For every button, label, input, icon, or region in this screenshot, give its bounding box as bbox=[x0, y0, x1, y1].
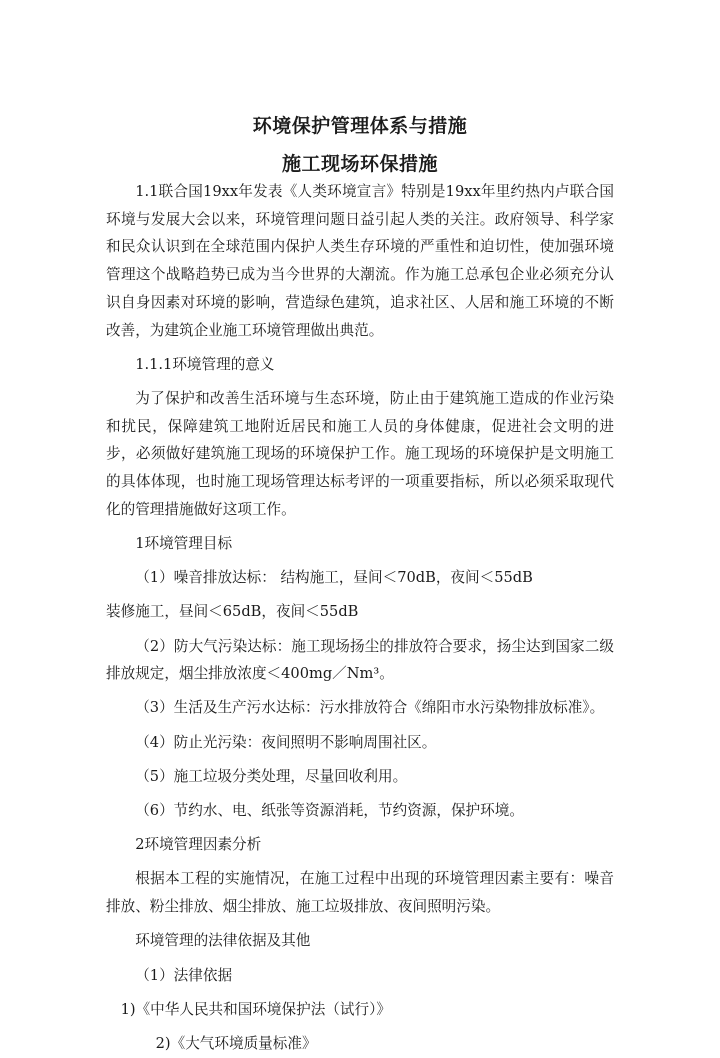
goal-noise: （1）噪音排放达标： 结构施工，昼间＜70dB，夜间＜55dB bbox=[135, 569, 533, 587]
heading-legal-basis: 环境管理的法律依据及其他 bbox=[135, 932, 311, 950]
legal-item-2: 2)《大气环境质量标准》 bbox=[155, 1034, 317, 1052]
document-subtitle: 施工现场环保措施 bbox=[281, 153, 438, 175]
goal-waste: （5）施工垃圾分类处理，尽量回收利用。 bbox=[135, 767, 408, 785]
heading-1-1-1: 1.1.1环境管理的意义 bbox=[135, 355, 275, 373]
document-body bbox=[106, 178, 614, 1058]
heading-management-goals: 1环境管理目标 bbox=[135, 534, 233, 552]
heading-factor-analysis: 2环境管理因素分析 bbox=[135, 836, 262, 854]
goal-water: （3）生活及生产污水达标：污水排放符合《绵阳市水污染物排放标准》。 bbox=[135, 699, 605, 717]
legal-item-1: 1)《中华人民共和国环境保护法（试行）》 bbox=[120, 1000, 391, 1018]
goal-air: （2）防大气污染达标：施工现场扬尘的排放符合要求，扬尘达到国家二级排放规定，烟尘排放浓度＜400mg／Nm³。 bbox=[106, 637, 614, 683]
document-title: 环境保护管理体系与措施 bbox=[252, 115, 468, 137]
paragraph-significance: 为了保护和改善生活环境与生态环境，防止由于建筑施工造成的作业污染和扰民，保障建筑工地附近居民和施工人员的身体健康，促进社会文明的进步，必须做好建筑施工现场的环境保护工作。施工现场的环境保护是文明施工的具体体现，也时施工现场管理达标考评的一项重要指标，所以必须采取现代化的管理措施做好这项工作。 bbox=[106, 389, 614, 518]
legal-basis-label: （1）法律依据 bbox=[135, 966, 233, 984]
goal-resources: （6）节约水、电、纸张等资源消耗，节约资源，保护环境。 bbox=[135, 802, 524, 820]
paragraph-factors: 根据本工程的实施情况，在施工过程中出现的环境管理因素主要有：噪音排放、粉尘排放、烟尘排放、施工垃圾排放、夜间照明污染。 bbox=[106, 870, 614, 916]
goal-noise-decoration: 装修施工，昼间＜65dB，夜间＜55dB bbox=[106, 603, 359, 621]
goal-light: （4）防止光污染：夜间照明不影响周围社区。 bbox=[135, 733, 437, 751]
paragraph-intro: 1.1联合国19xx年发表《人类环境宣言》特别是19xx年里约热内卢联合国环境与发展大会以来，环境管理问题日益引起人类的关注。政府领导、科学家和民众认识到在全球范围内保护人类生存环境的严重性和迫切性，使加强环境管理这个战略趋势已成为当今世界的大潮流。作为施工总承包企业必须充分认识自身因素对环境的影响，营造绿色建筑，追求社区、人居和施工环境的不断改善，为建筑企业施工环境管理做出典范。 bbox=[106, 183, 614, 339]
